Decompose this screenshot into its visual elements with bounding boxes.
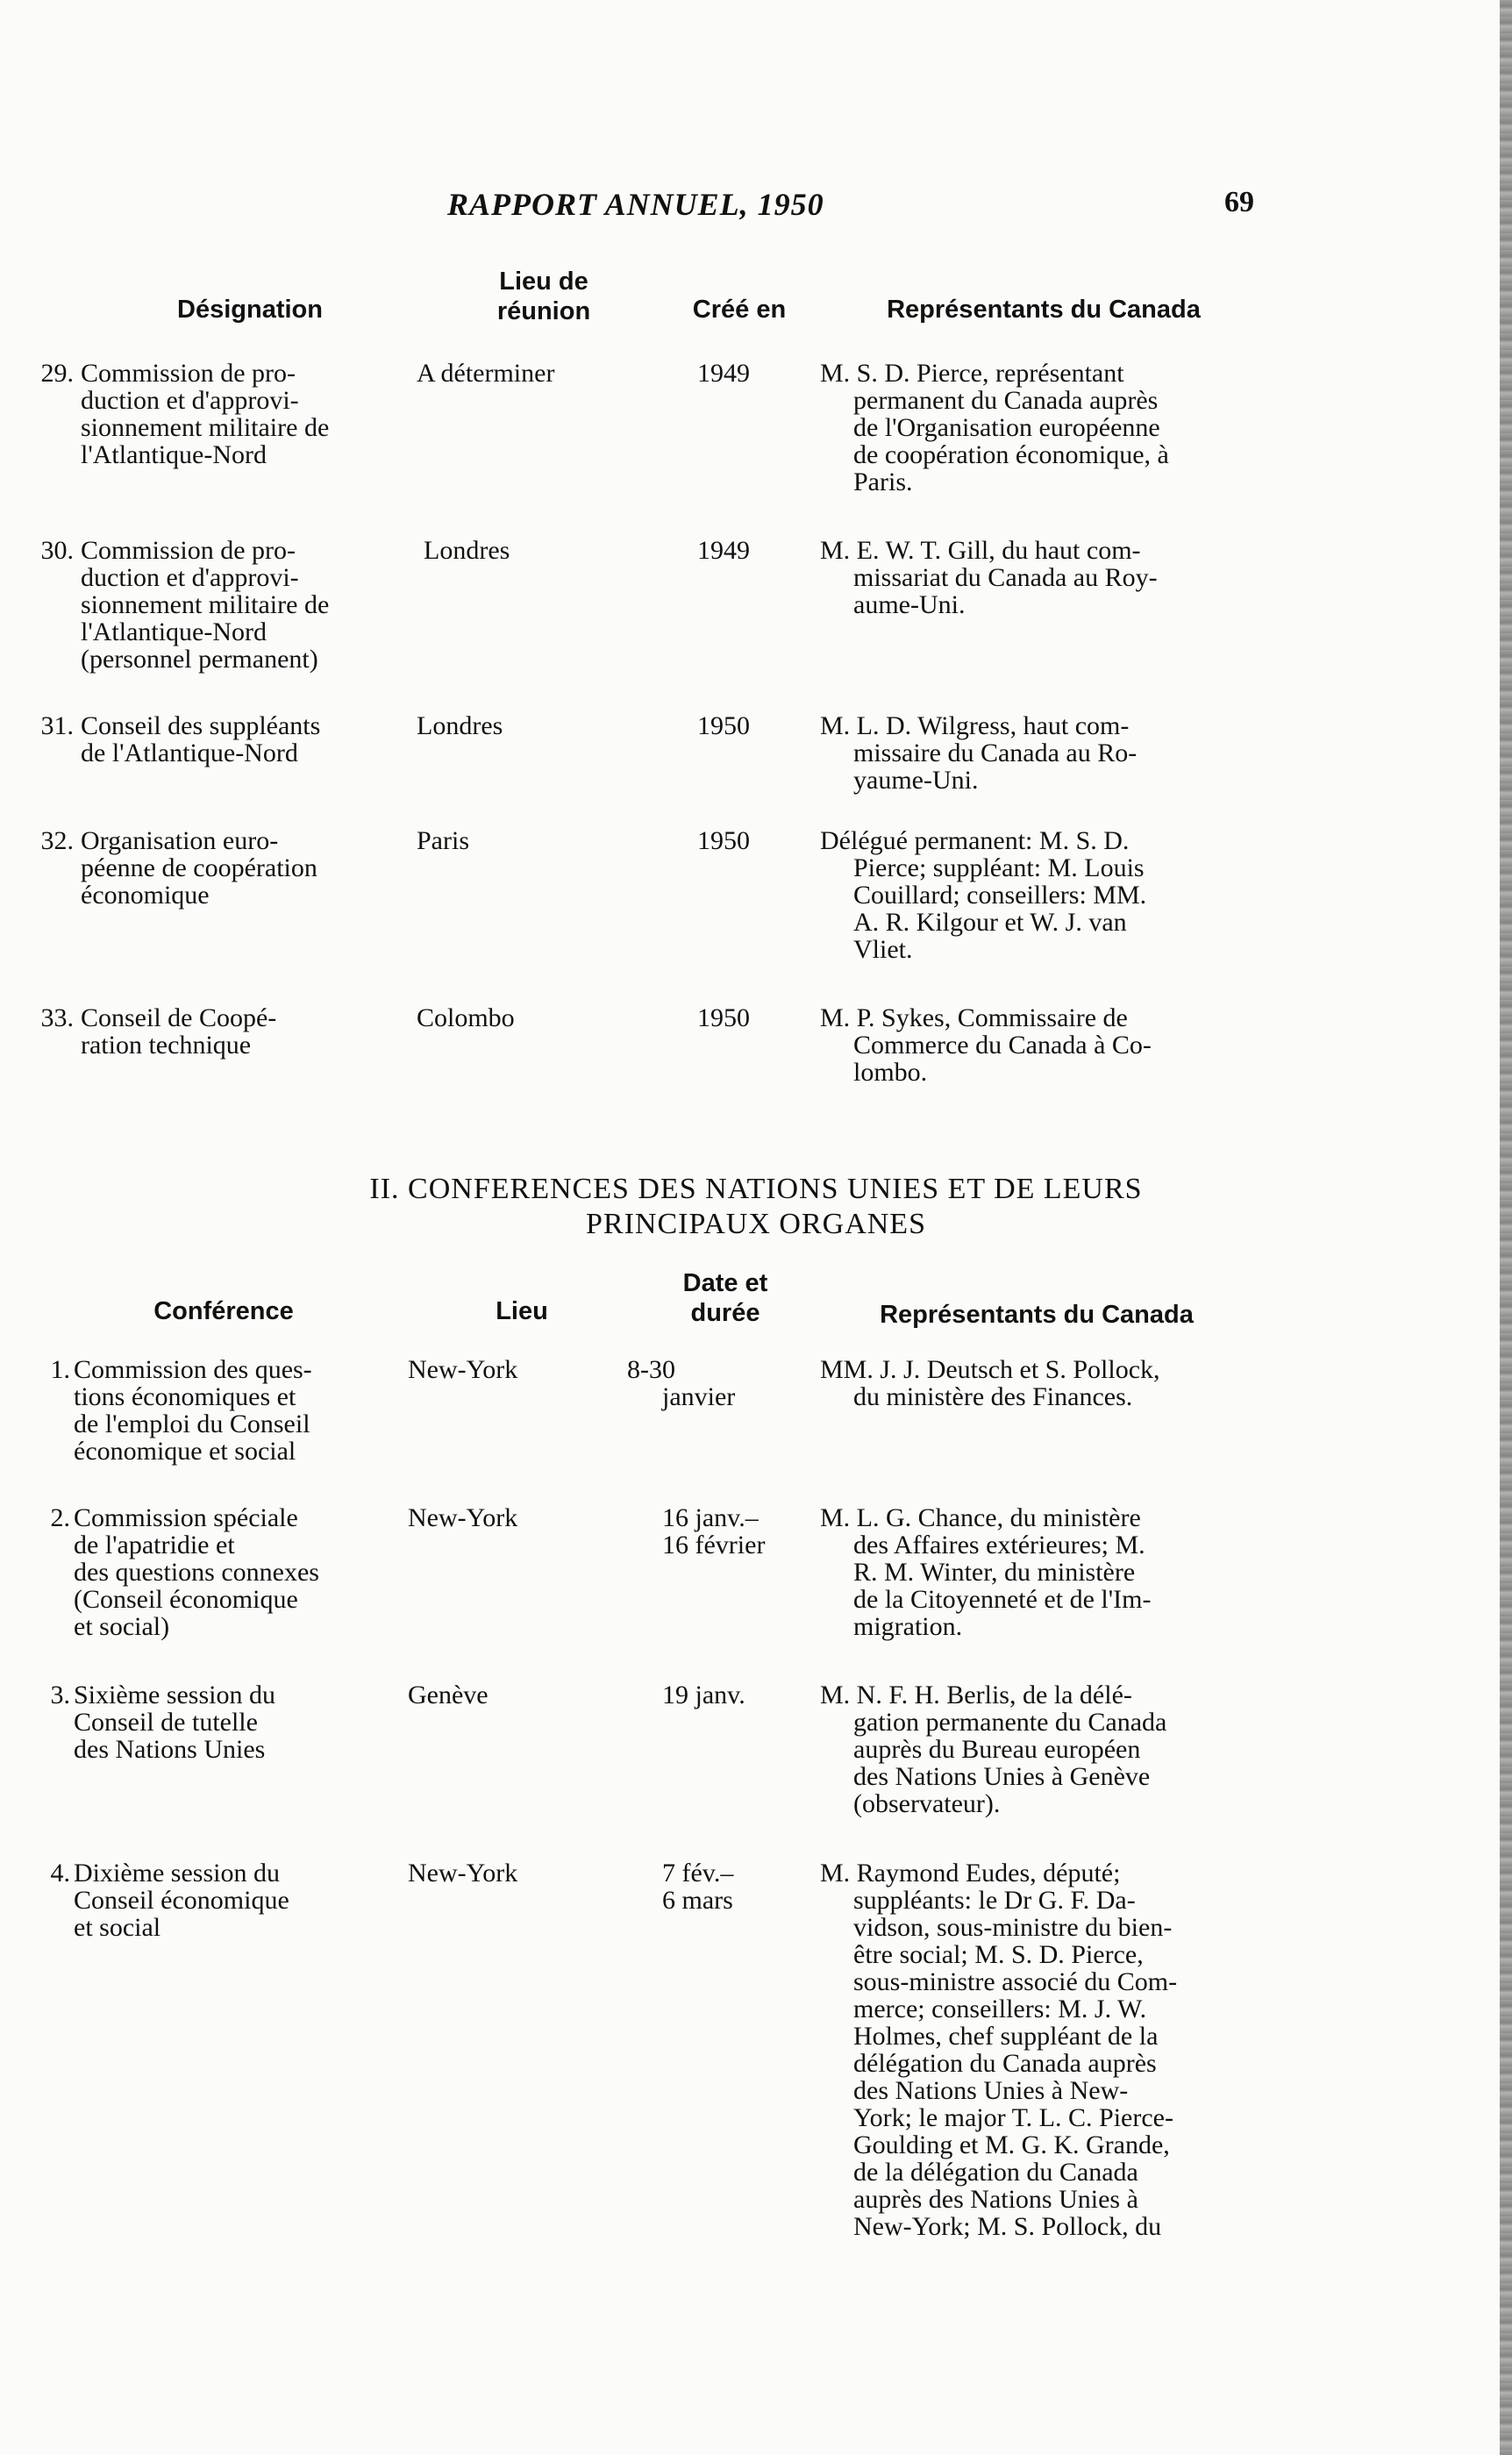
designation-cell: Organisation euro- péenne de coopération économique	[81, 826, 317, 910]
section-title: II. CONFERENCES DES NATIONS UNIES ET DE LEURS PRINCIPAUX ORGANES	[369, 1173, 1143, 1240]
designation-cell: Commission de pro- duction et d'approvi- sionnement militaire de l'Atlantique-Nord	[81, 359, 330, 469]
conference-cell: Commission spéciale de l'apatridie et des questions connexes (Conseil économique et social)	[74, 1503, 319, 1641]
col-header-designation: Désignation	[177, 296, 323, 324]
date-cell: 16 janv.– 16 février	[662, 1503, 766, 1559]
date-cell: 19 janv.	[662, 1681, 745, 1709]
conference-cell: Sixième session du Conseil de tutelle des Nations Unies	[74, 1681, 275, 1764]
representants-cell: M. L. D. Wilgress, haut com- missaire du Canada au Ro- yaume-Uni.	[820, 711, 1138, 795]
representants-cell: M. E. W. T. Gill, du haut com- missariat du Canada au Roy- aume-Uni.	[820, 536, 1158, 619]
representants-cell: M. Raymond Eudes, député; suppléants: le Dr G. F. Da- vidson, sous-ministre du bien- être social; M. S. D. Pierce, sous-ministre associé du Com- merce; conseillers: M. J. W. Holmes, chef suppléant de la délégation du Canada auprès des Nations Unies à New- York; le major T. L. C. Pierce- Goulding et M. G. K. Grande, de la délégation du Canada auprès des Nations Unies à New-York; M. S. Pollock, du	[820, 1859, 1178, 2241]
col-header-lieu: Lieu	[496, 1297, 548, 1325]
date-cell: 7 fév.– 6 mars	[662, 1859, 734, 1915]
designation-cell: Commission de pro- duction et d'approvi- sionnement militaire de l'Atlantique-Nord (personnel permanent)	[81, 536, 330, 674]
conference-cell: Dixième session du Conseil économique et social	[74, 1859, 289, 1942]
col-header-cree: Créé en	[692, 296, 787, 324]
col-header-lieu: Lieu de réunion	[496, 268, 591, 325]
representants-cell: M. L. G. Chance, du ministère des Affaires extérieures; M. R. M. Winter, du ministère de la Citoyenneté et de l'Im- migration.	[820, 1503, 1152, 1641]
date-cell: 8-30 janvier	[627, 1355, 736, 1411]
designation-cell: Conseil des suppléants de l'Atlantique-Nord	[81, 711, 321, 767]
representants-cell: M. S. D. Pierce, représentant permanent du Canada auprès de l'Organisation européenne de coopération économique, à Paris.	[820, 359, 1169, 496]
representants-cell: M. P. Sykes, Commissaire de Commerce du Canada à Co- lombo.	[820, 1003, 1152, 1087]
col-header-date: Date et durée	[682, 1269, 768, 1327]
page-number: 69	[1224, 186, 1254, 218]
designation-cell: Conseil de Coopé- ration technique	[81, 1003, 277, 1060]
running-title: RAPPORT ANNUEL, 1950	[447, 187, 824, 222]
page-header	[0, 186, 1512, 239]
representants-cell: Délégué permanent: M. S. D. Pierce; suppléant: M. Louis Couillard; conseillers: MM. A. R. Kilgour et W. J. van Vliet.	[820, 826, 1147, 964]
col-header-representants: Représentants du Canada	[887, 296, 1201, 324]
representants-cell: M. N. F. H. Berlis, de la délé- gation permanente du Canada auprès du Bureau européen des Nations Unies à Genève (observateur).	[820, 1681, 1167, 1818]
conference-cell: Commission des ques- tions économiques et de l'emploi du Conseil économique et social	[74, 1355, 312, 1466]
representants-cell: MM. J. J. Deutsch et S. Pollock, du ministère des Finances.	[820, 1355, 1160, 1411]
col-header-conference: Conférence	[153, 1297, 294, 1325]
col-header-representants: Représentants du Canada	[880, 1301, 1194, 1329]
